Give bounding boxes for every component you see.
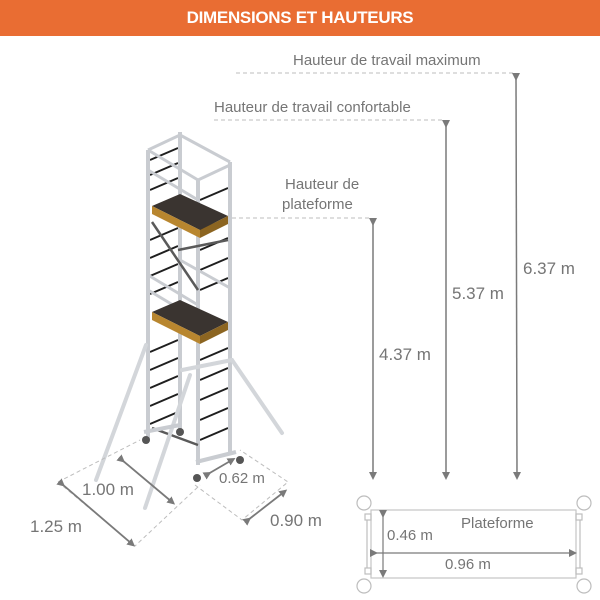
platform-height-label-line2: plateforme [282,196,353,213]
ladder-rungs [150,148,228,440]
max-height-value: 6.37 m [523,259,575,278]
base-width-value: 0.90 m [270,511,322,530]
wheel-bottom-right-icon [577,579,591,593]
max-height-arrow [516,77,517,476]
comfort-working-height-label: Hauteur de travail confortable [214,99,411,116]
wheel-top-right-icon [577,496,591,510]
height-arrows [373,77,517,476]
platform-plan-label: Plateforme [461,515,534,532]
platform-height-value: 4.37 m [379,345,431,364]
platform-depth-value: 0.46 m [387,527,433,544]
outrigger-width-value: 1.25 m [30,517,82,536]
height-reference-lines [214,73,513,218]
outrigger-depth-value: 1.00 m [82,480,134,499]
page-title: DIMENSIONS ET HAUTEURS [186,8,414,27]
comfort-height-value: 5.37 m [452,284,504,303]
max-working-height-label: Hauteur de travail maximum [293,52,481,69]
upper-platform-deck [152,194,228,238]
platform-length-value: 0.96 m [445,556,491,573]
scaffold-tower [96,132,282,508]
wheel-bottom-left-icon [357,579,371,593]
platform-plan-view [357,496,591,593]
platform-height-label-line1: Hauteur de [285,176,360,193]
lower-platform-deck [152,300,228,344]
wheel-top-left-icon [357,496,371,510]
base-depth-value: 0.62 m [219,470,265,487]
